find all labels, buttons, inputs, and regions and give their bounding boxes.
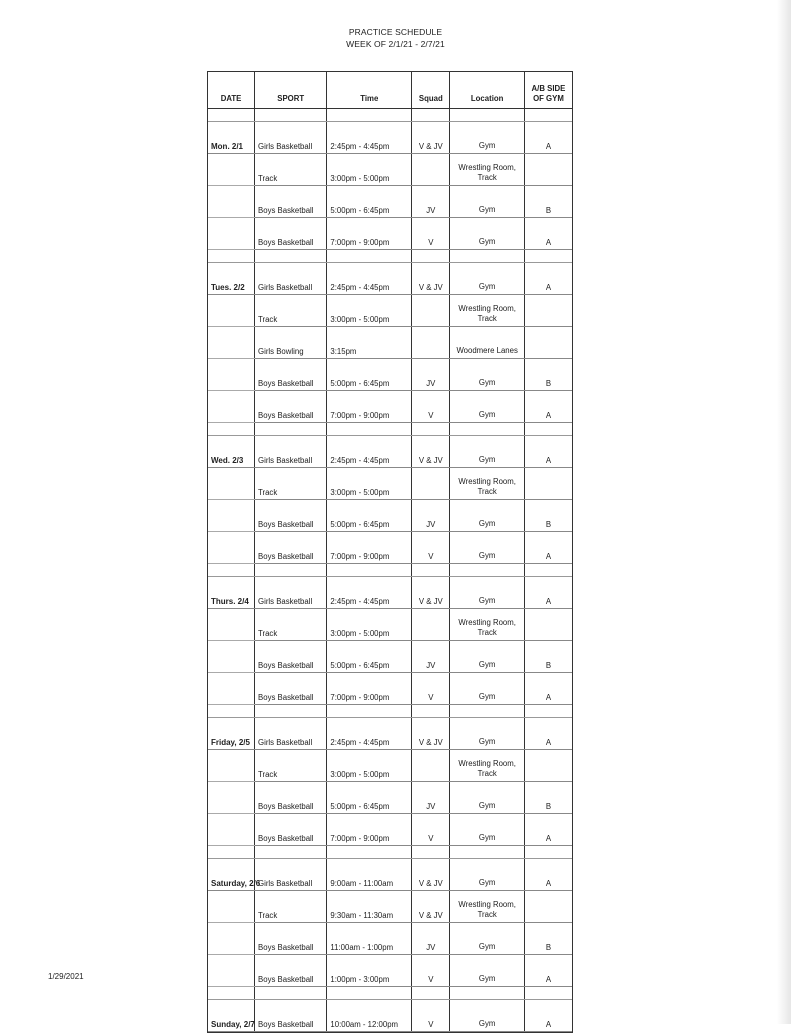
table-row [208, 532, 572, 564]
footer-date: 1/29/2021 [48, 972, 84, 981]
table-row [208, 327, 572, 359]
cell-time: 3:00pm - 5:00pm [327, 468, 412, 500]
cell-sport: Boys Basketball [255, 641, 327, 673]
header-date: DATE [208, 72, 255, 109]
cell-location: Gym [450, 186, 524, 218]
cell-squad: V [412, 1000, 450, 1032]
cell-date: Friday, 2/5 [208, 718, 255, 750]
header-time: Time [327, 72, 412, 109]
separator-cell [450, 250, 524, 263]
cell-sport: Girls Basketball [255, 436, 327, 468]
cell-time: 3:00pm - 5:00pm [327, 295, 412, 327]
cell-location: Wrestling Room, Track [450, 891, 524, 923]
header-sport: SPORT [255, 72, 327, 109]
cell-location: Gym [450, 391, 524, 423]
cell-date [208, 641, 255, 673]
cell-location: Wrestling Room, Track [450, 750, 524, 782]
separator-cell [524, 423, 572, 436]
separator-cell [327, 987, 412, 1000]
day-separator-row [208, 250, 572, 263]
cell-time: 5:00pm - 6:45pm [327, 186, 412, 218]
cell-squad: V & JV [412, 859, 450, 891]
day-separator-row [208, 846, 572, 859]
cell-squad: V [412, 391, 450, 423]
separator-cell [255, 987, 327, 1000]
day-separator-row [208, 987, 572, 1000]
cell-date [208, 359, 255, 391]
separator-cell [412, 564, 450, 577]
cell-squad: V & JV [412, 891, 450, 923]
cell-date [208, 218, 255, 250]
separator-cell [450, 705, 524, 718]
cell-sport: Boys Basketball [255, 186, 327, 218]
separator-cell [327, 109, 412, 122]
cell-squad: V & JV [412, 577, 450, 609]
document-subtitle: WEEK OF 2/1/21 - 2/7/21 [346, 39, 445, 49]
cell-ab-side: B [524, 782, 572, 814]
separator-cell [524, 564, 572, 577]
cell-date [208, 891, 255, 923]
cell-sport: Boys Basketball [255, 673, 327, 705]
cell-date [208, 782, 255, 814]
cell-location: Woodmere Lanes [450, 327, 524, 359]
day-separator-row [208, 423, 572, 436]
cell-ab-side: B [524, 359, 572, 391]
separator-cell [208, 564, 255, 577]
cell-date [208, 609, 255, 641]
separator-cell [255, 250, 327, 263]
cell-date: Mon. 2/1 [208, 122, 255, 154]
cell-location: Gym [450, 577, 524, 609]
cell-time: 2:45pm - 4:45pm [327, 263, 412, 295]
separator-cell [208, 846, 255, 859]
cell-sport: Boys Basketball [255, 955, 327, 987]
separator-cell [327, 564, 412, 577]
cell-ab-side: B [524, 641, 572, 673]
cell-ab-side: B [524, 186, 572, 218]
cell-ab-side [524, 609, 572, 641]
table-row [208, 391, 572, 423]
cell-date [208, 186, 255, 218]
table-row [208, 500, 572, 532]
cell-ab-side: A [524, 391, 572, 423]
table-row [208, 718, 572, 750]
cell-time: 7:00pm - 9:00pm [327, 218, 412, 250]
cell-date [208, 295, 255, 327]
cell-squad: JV [412, 500, 450, 532]
cell-ab-side [524, 154, 572, 186]
cell-time: 2:45pm - 4:45pm [327, 577, 412, 609]
cell-squad: V [412, 218, 450, 250]
cell-location: Gym [450, 359, 524, 391]
cell-squad: JV [412, 186, 450, 218]
cell-location: Gym [450, 641, 524, 673]
cell-squad: V [412, 673, 450, 705]
cell-ab-side: A [524, 436, 572, 468]
cell-squad [412, 327, 450, 359]
cell-sport: Girls Basketball [255, 122, 327, 154]
cell-ab-side: A [524, 263, 572, 295]
table-row [208, 436, 572, 468]
cell-sport: Girls Basketball [255, 718, 327, 750]
table-row [208, 359, 572, 391]
cell-date [208, 814, 255, 846]
table-row [208, 814, 572, 846]
cell-squad: JV [412, 641, 450, 673]
cell-sport: Track [255, 609, 327, 641]
cell-time: 3:00pm - 5:00pm [327, 609, 412, 641]
separator-cell [327, 250, 412, 263]
cell-location: Wrestling Room, Track [450, 609, 524, 641]
cell-sport: Girls Basketball [255, 263, 327, 295]
header-location: Location [450, 72, 524, 109]
cell-ab-side: A [524, 122, 572, 154]
day-separator-row [208, 109, 572, 122]
table-row [208, 295, 572, 327]
cell-sport: Boys Basketball [255, 500, 327, 532]
table-row [208, 641, 572, 673]
separator-cell [524, 987, 572, 1000]
cell-time: 9:30am - 11:30am [327, 891, 412, 923]
day-separator-row [208, 564, 572, 577]
cell-sport: Girls Bowling [255, 327, 327, 359]
cell-location: Gym [450, 955, 524, 987]
separator-cell [255, 109, 327, 122]
cell-location: Wrestling Room, Track [450, 295, 524, 327]
cell-time: 7:00pm - 9:00pm [327, 814, 412, 846]
table-row [208, 859, 572, 891]
cell-ab-side: A [524, 1000, 572, 1032]
cell-ab-side: A [524, 673, 572, 705]
separator-cell [524, 705, 572, 718]
cell-sport: Girls Basketball [255, 577, 327, 609]
cell-location: Gym [450, 263, 524, 295]
cell-ab-side [524, 750, 572, 782]
cell-ab-side: B [524, 923, 572, 955]
cell-squad: V [412, 955, 450, 987]
cell-squad [412, 609, 450, 641]
cell-location: Gym [450, 1000, 524, 1032]
cell-date [208, 468, 255, 500]
cell-ab-side [524, 468, 572, 500]
cell-date [208, 154, 255, 186]
cell-squad: V & JV [412, 122, 450, 154]
cell-sport: Track [255, 154, 327, 186]
separator-cell [255, 846, 327, 859]
cell-time: 5:00pm - 6:45pm [327, 641, 412, 673]
separator-cell [524, 250, 572, 263]
cell-time: 7:00pm - 9:00pm [327, 391, 412, 423]
cell-squad: JV [412, 782, 450, 814]
separator-cell [327, 705, 412, 718]
separator-cell [450, 987, 524, 1000]
cell-location: Gym [450, 218, 524, 250]
cell-ab-side: B [524, 500, 572, 532]
cell-ab-side: A [524, 218, 572, 250]
separator-cell [450, 564, 524, 577]
cell-date: Wed. 2/3 [208, 436, 255, 468]
separator-cell [208, 109, 255, 122]
cell-location: Wrestling Room, Track [450, 468, 524, 500]
cell-time: 2:45pm - 4:45pm [327, 718, 412, 750]
table-row [208, 609, 572, 641]
cell-sport: Boys Basketball [255, 923, 327, 955]
cell-location: Gym [450, 500, 524, 532]
cell-sport: Boys Basketball [255, 532, 327, 564]
cell-time: 9:00am - 11:00am [327, 859, 412, 891]
table-row [208, 263, 572, 295]
cell-ab-side: A [524, 814, 572, 846]
cell-location: Gym [450, 673, 524, 705]
cell-ab-side: A [524, 577, 572, 609]
cell-date [208, 391, 255, 423]
cell-date: Thurs. 2/4 [208, 577, 255, 609]
cell-location: Gym [450, 859, 524, 891]
cell-time: 2:45pm - 4:45pm [327, 436, 412, 468]
cell-date: Sunday, 2/7 [208, 1000, 255, 1032]
separator-cell [327, 423, 412, 436]
cell-squad: V [412, 532, 450, 564]
separator-cell [524, 109, 572, 122]
cell-time: 11:00am - 1:00pm [327, 923, 412, 955]
cell-squad [412, 750, 450, 782]
cell-time: 7:00pm - 9:00pm [327, 673, 412, 705]
separator-cell [412, 250, 450, 263]
separator-cell [255, 423, 327, 436]
cell-time: 2:45pm - 4:45pm [327, 122, 412, 154]
cell-sport: Boys Basketball [255, 814, 327, 846]
cell-time: 3:00pm - 5:00pm [327, 750, 412, 782]
cell-date: Saturday, 2/6 [208, 859, 255, 891]
cell-date [208, 750, 255, 782]
table-header-row [208, 72, 572, 109]
separator-cell [208, 705, 255, 718]
cell-location: Gym [450, 718, 524, 750]
schedule-table [207, 71, 573, 1033]
cell-date [208, 500, 255, 532]
cell-sport: Boys Basketball [255, 1000, 327, 1032]
table-row [208, 218, 572, 250]
cell-location: Gym [450, 122, 524, 154]
separator-cell [208, 423, 255, 436]
cell-squad: V [412, 814, 450, 846]
cell-squad [412, 468, 450, 500]
cell-sport: Boys Basketball [255, 359, 327, 391]
cell-squad [412, 295, 450, 327]
table-row [208, 577, 572, 609]
separator-cell [412, 987, 450, 1000]
cell-time: 10:00am - 12:00pm [327, 1000, 412, 1032]
cell-ab-side: A [524, 532, 572, 564]
cell-date [208, 923, 255, 955]
cell-time: 7:00pm - 9:00pm [327, 532, 412, 564]
cell-location: Gym [450, 923, 524, 955]
separator-cell [327, 846, 412, 859]
cell-ab-side: A [524, 718, 572, 750]
document-title: PRACTICE SCHEDULE [348, 27, 443, 37]
cell-sport: Track [255, 468, 327, 500]
cell-time: 5:00pm - 6:45pm [327, 500, 412, 532]
cell-squad: V & JV [412, 263, 450, 295]
document-header [0, 26, 791, 50]
cell-sport: Boys Basketball [255, 391, 327, 423]
separator-cell [208, 250, 255, 263]
separator-cell [255, 705, 327, 718]
cell-sport: Boys Basketball [255, 782, 327, 814]
table-row [208, 923, 572, 955]
header-squad: Squad [412, 72, 450, 109]
cell-squad: V & JV [412, 718, 450, 750]
cell-sport: Boys Basketball [255, 218, 327, 250]
cell-sport: Track [255, 750, 327, 782]
cell-location: Gym [450, 814, 524, 846]
cell-date [208, 673, 255, 705]
cell-time: 5:00pm - 6:45pm [327, 782, 412, 814]
table-row [208, 750, 572, 782]
cell-squad: V & JV [412, 436, 450, 468]
header-ab-side: A/B SIDE OF GYM [524, 72, 572, 109]
separator-cell [412, 705, 450, 718]
table-row [208, 1000, 572, 1032]
table-row [208, 673, 572, 705]
separator-cell [412, 423, 450, 436]
cell-date: Tues. 2/2 [208, 263, 255, 295]
cell-ab-side: A [524, 955, 572, 987]
cell-squad: JV [412, 923, 450, 955]
cell-sport: Track [255, 295, 327, 327]
separator-cell [412, 109, 450, 122]
separator-cell [255, 564, 327, 577]
cell-ab-side [524, 891, 572, 923]
cell-time: 1:00pm - 3:00pm [327, 955, 412, 987]
cell-squad: JV [412, 359, 450, 391]
cell-date [208, 532, 255, 564]
cell-squad [412, 154, 450, 186]
separator-cell [450, 423, 524, 436]
cell-sport: Track [255, 891, 327, 923]
table-row [208, 186, 572, 218]
cell-sport: Girls Basketball [255, 859, 327, 891]
cell-location: Wrestling Room, Track [450, 154, 524, 186]
table-row [208, 955, 572, 987]
cell-time: 5:00pm - 6:45pm [327, 359, 412, 391]
cell-location: Gym [450, 782, 524, 814]
separator-cell [412, 846, 450, 859]
page-edge-shadow [777, 0, 791, 1024]
separator-cell [208, 987, 255, 1000]
cell-date [208, 955, 255, 987]
table-row [208, 468, 572, 500]
cell-time: 3:15pm [327, 327, 412, 359]
cell-time: 3:00pm - 5:00pm [327, 154, 412, 186]
table-row [208, 782, 572, 814]
separator-cell [450, 846, 524, 859]
separator-cell [450, 109, 524, 122]
day-separator-row [208, 705, 572, 718]
cell-ab-side: A [524, 859, 572, 891]
table-row [208, 122, 572, 154]
cell-ab-side [524, 295, 572, 327]
table-row [208, 154, 572, 186]
cell-location: Gym [450, 532, 524, 564]
cell-location: Gym [450, 436, 524, 468]
table-row [208, 891, 572, 923]
cell-ab-side [524, 327, 572, 359]
separator-cell [524, 846, 572, 859]
cell-date [208, 327, 255, 359]
